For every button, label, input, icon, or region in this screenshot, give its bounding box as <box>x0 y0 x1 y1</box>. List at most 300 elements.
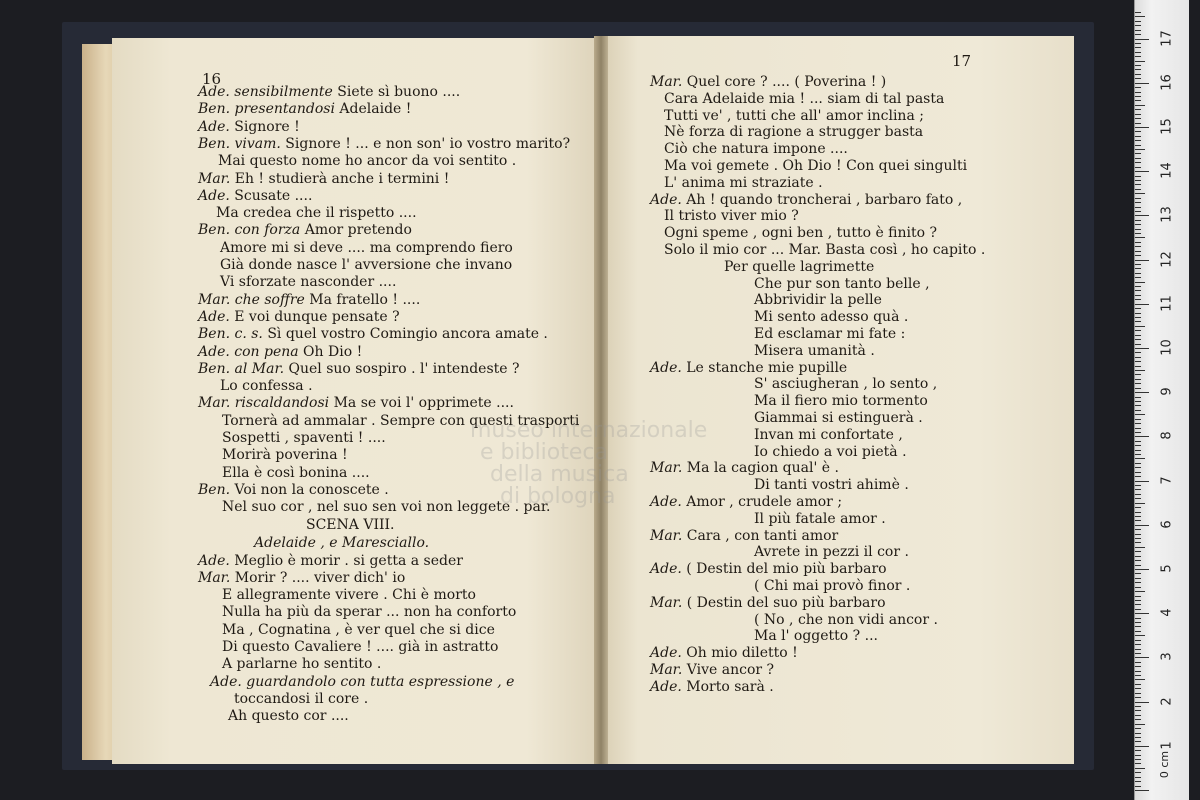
ruler-tick <box>1135 233 1141 234</box>
right-line-6 <box>664 158 967 174</box>
ruler-tick <box>1135 755 1141 756</box>
ruler-tick <box>1135 547 1145 548</box>
left-line-33 <box>222 639 498 655</box>
ruler-tick <box>1135 565 1141 566</box>
ruler-tick <box>1135 96 1141 97</box>
ruler-tick <box>1135 428 1141 429</box>
ruler-tick <box>1135 308 1141 309</box>
ruler-tick <box>1135 618 1141 619</box>
ruler-tick <box>1135 582 1141 583</box>
left-line-35 <box>210 674 514 690</box>
ruler-tick <box>1135 184 1141 185</box>
verse-text: Ma , Cognatina , è ver quel che si dice <box>222 621 495 638</box>
ruler-tick <box>1135 405 1141 406</box>
ruler-tick <box>1135 12 1141 13</box>
ruler-tick <box>1135 220 1141 221</box>
right-line-19 <box>754 376 937 392</box>
left-line-17 <box>198 361 520 377</box>
speaker-cue: Mar. <box>650 74 683 90</box>
speaker-cue: Ade. con pena <box>198 343 299 360</box>
ruler-tick <box>1135 313 1141 314</box>
speaker-cue: Ade. sensibilmente <box>198 84 333 100</box>
right-line-5 <box>664 141 848 157</box>
ruler-tick <box>1135 790 1149 791</box>
watermark-line: museo internazionale <box>470 418 708 443</box>
ruler-tick <box>1135 657 1149 658</box>
verse-text: Nulla ha più da sperar ... non ha conforto <box>222 604 517 621</box>
ruler-label: 1 <box>1159 741 1175 750</box>
right-line-16 <box>754 326 905 342</box>
left-line-28 <box>198 553 463 569</box>
ruler-tick <box>1135 591 1145 592</box>
right-line-15 <box>754 309 908 325</box>
speaker-cue: Ben. al Mar. <box>198 360 285 377</box>
speaker-cue: Mar. che soffre <box>198 291 305 308</box>
ruler-tick <box>1135 423 1141 424</box>
verse-text: Signore ! ... e non son' io vostro marito? <box>280 135 571 152</box>
ruler-tick <box>1135 149 1145 150</box>
verse-text: SCENA VIII. <box>306 517 395 534</box>
verse-text: Quel suo sospiro . l' intendeste ? <box>284 360 520 377</box>
ruler-tick <box>1135 335 1141 336</box>
right-line-30 <box>650 561 887 577</box>
speaker-cue: Ben. vivam. <box>198 135 281 152</box>
ruler-tick <box>1135 383 1141 384</box>
ruler-tick <box>1135 339 1141 340</box>
ruler-tick <box>1135 693 1141 694</box>
right-line-7 <box>664 175 823 191</box>
left-line-29 <box>198 570 405 586</box>
verse-text: Tornerà ad ammalar . Sempre con questi trasporti <box>222 412 580 429</box>
ruler-tick <box>1135 529 1141 530</box>
left-line-6 <box>198 171 449 187</box>
verse-text: Adelaide ! <box>334 101 412 118</box>
ruler-tick <box>1135 87 1141 88</box>
ruler-tick <box>1135 520 1141 521</box>
measurement-ruler <box>1134 0 1189 800</box>
ruler-tick <box>1135 251 1141 252</box>
speaker-cue: Mar. <box>198 170 231 187</box>
ruler-tick <box>1135 786 1141 787</box>
ruler-tick <box>1135 43 1141 44</box>
right-line-11 <box>664 242 985 258</box>
ruler-label: 16 <box>1159 73 1175 91</box>
left-line-23 <box>222 465 370 481</box>
ruler-tick <box>1135 361 1141 362</box>
right-line-12 <box>724 259 874 275</box>
left-line-36 <box>234 691 368 707</box>
speaker-cue: Ade. <box>650 359 682 376</box>
ruler-tick <box>1135 675 1141 676</box>
left-line-13 <box>198 292 420 308</box>
ruler-tick <box>1135 123 1141 124</box>
left-line-31 <box>222 604 516 620</box>
verse-text: Le stanche mie pupille <box>681 359 848 376</box>
ruler-tick <box>1135 458 1145 459</box>
ruler-tick <box>1135 432 1141 433</box>
ruler-tick <box>1135 512 1141 513</box>
ruler-tick <box>1135 370 1145 371</box>
speaker-cue: Ade. <box>650 191 682 208</box>
verse-text: Giammai si estinguerà . <box>754 410 923 426</box>
ruler-tick <box>1135 299 1141 300</box>
verse-text: Morirà poverina ! <box>222 447 348 464</box>
left-line-19 <box>198 395 514 411</box>
ruler-tick <box>1135 162 1141 163</box>
ruler-tick <box>1135 710 1141 711</box>
verse-text: Ma l' oggetto ? ... <box>754 628 878 645</box>
ruler-tick <box>1135 215 1149 216</box>
verse-text: Il tristo viver mio ? <box>664 208 799 225</box>
ruler-tick <box>1135 114 1141 115</box>
ruler-tick <box>1135 609 1141 610</box>
left-line-22 <box>222 447 348 463</box>
verse-text: Mai questo nome ho ancor da voi sentito . <box>218 153 517 170</box>
ruler-tick <box>1135 246 1141 247</box>
watermark-line: di bologna <box>500 484 616 509</box>
library-watermark <box>470 420 707 508</box>
ruler-tick <box>1135 507 1141 508</box>
ruler-tick <box>1135 109 1141 110</box>
ruler-tick <box>1135 136 1141 137</box>
verse-text: Ma la cagion qual' è . <box>682 460 839 477</box>
ruler-tick <box>1135 763 1141 764</box>
ruler-tick <box>1135 357 1141 358</box>
left-line-9 <box>198 222 412 238</box>
ruler-tick <box>1135 193 1145 194</box>
left-line-10 <box>220 240 513 256</box>
ruler-tick <box>1135 613 1149 614</box>
verse-text: Ella è così bonina .... <box>222 464 370 481</box>
ruler-label: 5 <box>1159 564 1175 573</box>
ruler-tick <box>1135 224 1141 225</box>
left-line-24 <box>198 482 389 498</box>
right-line-21 <box>754 410 923 426</box>
left-page <box>112 38 600 764</box>
ruler-tick <box>1135 733 1141 734</box>
verse-text: Il più fatale amor . <box>754 510 886 527</box>
ruler-tick <box>1135 176 1141 177</box>
ruler-tick <box>1135 489 1141 490</box>
ruler-tick <box>1135 600 1141 601</box>
ruler-tick <box>1135 551 1141 552</box>
ruler-tick <box>1135 260 1149 261</box>
speaker-cue: Ade. <box>650 561 682 578</box>
ruler-tick <box>1135 688 1141 689</box>
ruler-tick <box>1135 649 1141 650</box>
ruler-tick <box>1135 414 1145 415</box>
ruler-tick <box>1135 379 1141 380</box>
speaker-cue: Mar. <box>198 569 231 586</box>
ruler-tick <box>1135 158 1141 159</box>
verse-text: Misera umanità . <box>754 342 875 359</box>
verse-text: Invan mi confortate , <box>754 426 903 443</box>
ruler-label: 13 <box>1159 206 1175 224</box>
ruler-tick <box>1135 419 1141 420</box>
ruler-label: 15 <box>1159 118 1175 135</box>
verse-text: Vive ancor ? <box>682 662 775 678</box>
watermark-line: della musica <box>490 462 629 487</box>
right-line-33 <box>754 612 938 628</box>
ruler-tick <box>1135 127 1149 128</box>
ruler-tick <box>1135 321 1141 322</box>
ruler-tick <box>1135 494 1141 495</box>
ruler-tick <box>1135 30 1141 31</box>
speaker-cue: Ben. presentandosi <box>198 101 335 118</box>
right-line-1 <box>650 74 886 90</box>
ruler-tick <box>1135 397 1141 398</box>
right-line-10 <box>664 225 937 241</box>
right-line-32 <box>650 595 886 611</box>
verse-text: Solo il mio cor ... Mar. Basta così , ho capito . <box>664 242 986 258</box>
ruler-tick <box>1135 304 1149 305</box>
ruler-tick <box>1135 388 1141 389</box>
ruler-tick <box>1135 229 1141 230</box>
speaker-cue: Ade. <box>650 645 682 662</box>
ruler-label: 2 <box>1159 696 1175 706</box>
ruler-tick <box>1135 140 1141 141</box>
speaker-cue: Mar. riscaldandosi <box>198 395 330 412</box>
ruler-label: 4 <box>1159 608 1175 617</box>
ruler-tick <box>1135 273 1141 274</box>
ruler-tick <box>1135 131 1141 132</box>
verse-text: Cara Adelaide mia ! ... siam di tal pasta <box>664 90 945 107</box>
ruler-tick <box>1135 556 1141 557</box>
right-line-29 <box>754 544 909 560</box>
ruler-tick <box>1135 697 1141 698</box>
ruler-tick <box>1135 450 1141 451</box>
ruler-tick <box>1135 702 1149 703</box>
ruler-tick <box>1135 47 1141 48</box>
ruler-label: 9 <box>1159 387 1175 396</box>
verse-text: Ogni speme , ogni ben , tutto è finito ? <box>664 225 938 242</box>
left-line-11 <box>220 257 512 273</box>
ruler-tick <box>1135 746 1149 747</box>
ruler-tick <box>1135 16 1145 17</box>
right-line-4 <box>664 124 923 140</box>
speaker-cue: Mar. <box>650 460 683 477</box>
ruler-tick <box>1135 635 1145 636</box>
ruler-unit-label: 0 cm <box>1158 750 1172 779</box>
speaker-cue: Ade. <box>198 308 230 325</box>
ruler-tick <box>1135 118 1141 119</box>
verse-text: Ciò che natura impone .... <box>664 141 848 158</box>
ruler-tick <box>1135 277 1141 278</box>
verse-text: Eh ! studierà anche i termini ! <box>230 170 450 187</box>
verse-text: Ma credea che il rispetto .... <box>216 205 417 222</box>
verse-text: Per quelle lagrimette <box>724 258 875 275</box>
ruler-tick <box>1135 653 1141 654</box>
ruler-tick <box>1135 100 1141 101</box>
ruler-tick <box>1135 105 1145 106</box>
verse-text: L' anima mi straziate . <box>664 174 823 191</box>
ruler-tick <box>1135 538 1141 539</box>
left-line-16 <box>198 344 362 360</box>
ruler-tick <box>1135 622 1141 623</box>
right-line-22 <box>754 427 903 443</box>
right-line-3 <box>664 108 924 124</box>
right-line-28 <box>650 528 838 544</box>
ruler-tick <box>1135 330 1141 331</box>
right-line-20 <box>754 393 928 409</box>
verse-text: Che pur son tanto belle , <box>754 275 930 292</box>
ruler-tick <box>1135 92 1141 93</box>
ruler-tick <box>1135 706 1141 707</box>
ruler-tick <box>1135 728 1141 729</box>
speaker-cue: Mar. <box>650 662 683 678</box>
ruler-tick <box>1135 525 1149 526</box>
verse-text: Ma voi gemete . Oh Dio ! Con quei singulti <box>664 158 968 174</box>
ruler-tick <box>1135 503 1145 504</box>
ruler-tick <box>1135 481 1149 482</box>
speaker-cue: Ade. guardandolo con tutta espressione , e <box>210 673 515 690</box>
ruler-tick <box>1135 317 1141 318</box>
ruler-tick <box>1135 34 1141 35</box>
verse-text: Avrete in pezzi il cor . <box>754 544 909 561</box>
right-line-8 <box>650 192 962 208</box>
ruler-tick <box>1135 366 1141 367</box>
ruler-tick <box>1135 666 1141 667</box>
page-number-left: 16 <box>202 70 222 88</box>
verse-text: E allegramente vivere . Chi è morto <box>222 587 476 604</box>
right-line-18 <box>650 360 847 376</box>
verse-text: S' asciugheran , lo sento , <box>754 376 938 393</box>
verse-text: E voi dunque pensate ? <box>229 308 400 325</box>
verse-text: Amore mi si deve .... ma comprendo fiero <box>220 239 513 256</box>
verse-text: Ah ! quando troncherai , barbaro fato , <box>681 191 963 208</box>
left-line-15 <box>198 326 548 342</box>
speaker-cue: Mar. <box>650 527 683 544</box>
ruler-tick <box>1135 737 1141 738</box>
ruler-tick <box>1135 83 1149 84</box>
left-line-37 <box>228 708 349 724</box>
ruler-tick <box>1135 724 1145 725</box>
ruler-tick <box>1135 759 1141 760</box>
speaker-cue: Ade. <box>198 187 230 204</box>
ruler-tick <box>1135 498 1141 499</box>
ruler-tick <box>1135 198 1141 199</box>
ruler-tick <box>1135 237 1145 238</box>
ruler-tick <box>1135 441 1141 442</box>
ruler-tick <box>1135 445 1141 446</box>
ruler-tick <box>1135 61 1145 62</box>
watermark-line: e biblioteca <box>480 440 608 465</box>
ruler-label: 10 <box>1159 339 1175 356</box>
ruler-label: 6 <box>1159 520 1175 529</box>
speaker-cue: Ade. <box>198 118 230 135</box>
right-line-27 <box>754 511 886 527</box>
verse-text: Quel core ? .... ( Poverina ! ) <box>682 74 887 90</box>
left-line-12 <box>220 274 396 290</box>
ruler-tick <box>1135 145 1141 146</box>
speaker-cue: Ade. <box>198 552 230 569</box>
ruler-tick <box>1135 207 1141 208</box>
verse-text: Lo confessa . <box>220 378 313 395</box>
ruler-tick <box>1135 644 1141 645</box>
left-line-1 <box>198 84 460 100</box>
ruler-tick <box>1135 772 1141 773</box>
ruler-tick <box>1135 69 1141 70</box>
verse-text: ( Chi mai provò finor . <box>754 578 911 594</box>
ruler-tick <box>1135 684 1141 685</box>
ruler-tick <box>1135 242 1141 243</box>
verse-text: Morto sarà . <box>681 678 774 695</box>
verse-text: Di questo Cavaliere ! .... già in astratto <box>222 639 499 655</box>
ruler-tick <box>1135 467 1141 468</box>
ruler-tick <box>1135 768 1145 769</box>
speaker-cue: Ben. c. s. <box>198 326 263 343</box>
ruler-tick <box>1135 352 1141 353</box>
ruler-tick <box>1135 264 1141 265</box>
left-line-5 <box>218 153 516 169</box>
verse-text: Sì quel vostro Comingio ancora amate . <box>262 326 548 343</box>
speaker-cue: Ade. <box>650 678 682 695</box>
ruler-tick <box>1135 78 1141 79</box>
ruler-tick <box>1135 569 1149 570</box>
page-number-right: 17 <box>952 52 972 70</box>
verse-text: Morir ? .... viver dich' io <box>230 569 406 586</box>
speaker-cue: Ade. <box>650 494 682 510</box>
right-line-25 <box>754 477 909 493</box>
ruler-tick <box>1135 65 1141 66</box>
verse-text: Ma fratello ! .... <box>304 291 421 308</box>
ruler-tick <box>1135 52 1141 53</box>
left-line-7 <box>198 188 312 204</box>
verse-text: Amor pretendo <box>300 222 412 239</box>
left-line-3 <box>198 119 300 135</box>
verse-text: Io chiedo a voi pietà . <box>754 443 907 460</box>
verse-text: Nel suo cor , nel suo sen voi non leggete . par. <box>222 499 551 516</box>
left-line-21 <box>222 430 386 446</box>
ruler-tick <box>1135 781 1141 782</box>
verse-text: ( Destin del suo più barbaro <box>682 594 886 611</box>
ruler-label: 11 <box>1159 294 1175 312</box>
ruler-tick <box>1135 290 1141 291</box>
ruler-tick <box>1135 679 1145 680</box>
left-line-4 <box>198 136 570 152</box>
ruler-tick <box>1135 374 1141 375</box>
verse-text: Oh Dio ! <box>298 343 363 360</box>
ruler-tick <box>1135 56 1141 57</box>
ruler-label: 7 <box>1159 475 1175 485</box>
ruler-tick <box>1135 587 1141 588</box>
ruler-tick <box>1135 153 1141 154</box>
ruler-tick <box>1135 578 1141 579</box>
verse-text: Cara , con tanti amor <box>682 527 839 544</box>
ruler-tick <box>1135 286 1141 287</box>
right-line-35 <box>650 645 798 661</box>
right-line-36 <box>650 662 774 678</box>
ruler-tick <box>1135 282 1145 283</box>
ruler-tick <box>1135 189 1141 190</box>
ruler-tick <box>1135 74 1141 75</box>
verse-text: Abbrividir la pelle <box>754 292 882 309</box>
ruler-tick <box>1135 560 1141 561</box>
ruler-tick <box>1135 21 1141 22</box>
ruler-label: 14 <box>1159 162 1175 179</box>
verse-text: Oh mio diletto ! <box>681 645 798 662</box>
right-line-34 <box>754 628 878 644</box>
ruler-tick <box>1135 596 1141 597</box>
verse-text: Ah questo cor .... <box>228 708 349 725</box>
book-gutter <box>594 36 608 764</box>
right-line-23 <box>754 444 907 460</box>
ruler-tick <box>1135 268 1141 269</box>
verse-text: ( Destin del mio più barbaro <box>681 561 887 578</box>
ruler-tick <box>1135 39 1149 40</box>
ruler-label: 17 <box>1159 29 1175 47</box>
ruler-tick <box>1135 167 1141 168</box>
